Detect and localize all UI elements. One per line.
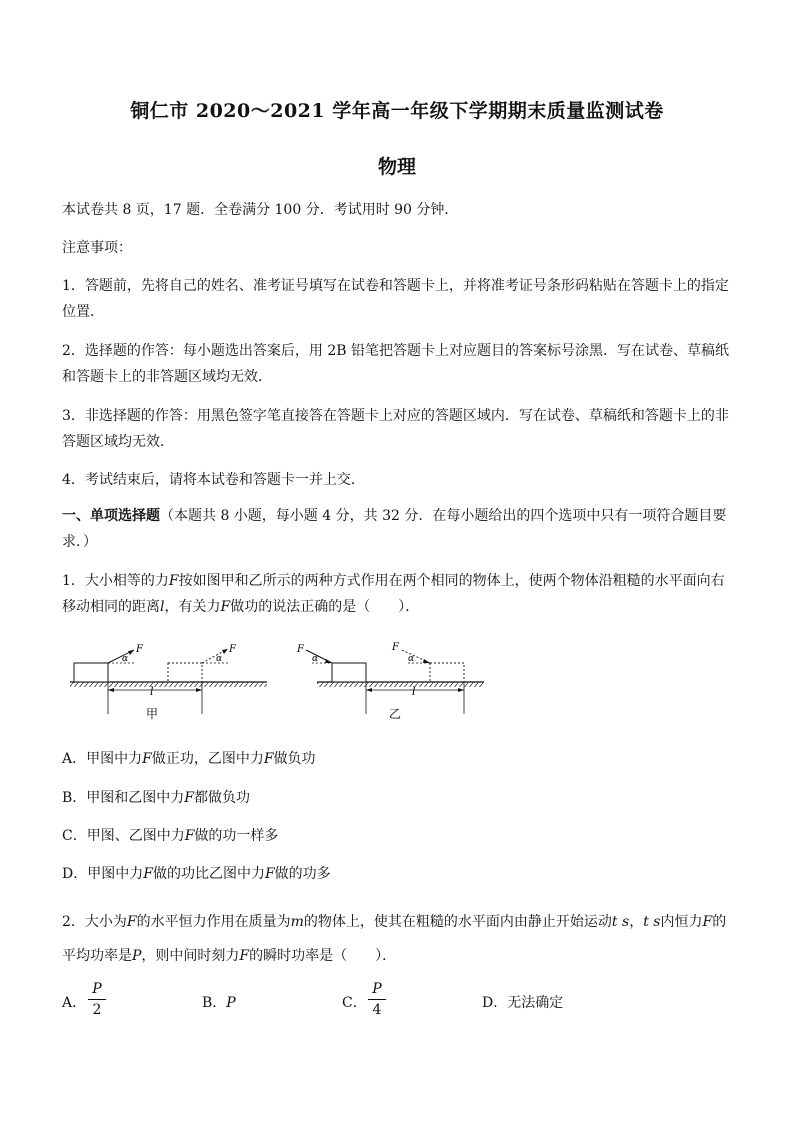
exam-title: 铜仁市 2020～2021 学年高一年级下学期期末质量监测试卷 [130, 100, 664, 122]
figure-jia [70, 644, 267, 721]
section-heading [62, 503, 732, 555]
q1-option-b [62, 786, 250, 810]
question-2-stem [62, 905, 732, 973]
q2-var-t: t [611, 914, 618, 930]
label-F-yi-1: F [297, 644, 304, 655]
label-l-yi: l [412, 685, 416, 698]
label-l-jia: l [150, 685, 154, 698]
q2-a-fraction [88, 980, 106, 1019]
label-jia: 甲 [146, 707, 159, 721]
q1-d-text-2: 做的功比乙图中力 [152, 866, 265, 882]
q1-a-text-2: 做正功，乙图中力 [151, 751, 264, 767]
q2-var-m: m [290, 914, 304, 930]
notice-heading: 注意事项： [62, 240, 132, 256]
q2-var-F: F [126, 914, 137, 930]
q1-a-var-1: F [142, 751, 152, 767]
q1-a-text-3: 做负功 [273, 751, 316, 767]
q1-var-l: l [160, 599, 165, 615]
q2-var-t-2: t [643, 914, 649, 930]
label-alpha-jia-1: α [122, 654, 129, 664]
q1-option-c [62, 824, 278, 848]
q1-option-a [62, 747, 316, 771]
section-title: 一、单项选择题 [62, 508, 160, 524]
notice-item-1: 1．答题前，先将自己的姓名、准考证号填写在试卷和答题卡上，并将准考证号条形码粘贴在答题卡上的指定位置． [62, 278, 729, 320]
q2-text-3: 的物体上，使其在粗糙的水平面内由静止开始运动 [303, 914, 612, 930]
label-F-jia-2: F [229, 644, 236, 655]
question-1-figure [62, 630, 502, 730]
notice-item-2: 2．选择题的作答：每小题选出答案后，用 2B 铅笔把答题卡上对应题目的答案标号涂黑．写在试卷、草稿纸和答题卡上的非答题区域均无效． [62, 343, 730, 385]
section-description: （本题共 8 小题，每小题 4 分，共 32 分．在每小题给出的四个选项中只有一项符合题目要求．） [62, 508, 727, 550]
notice-item-3: 3．非选择题的作答：用黑色签字笔直接答在答题卡上对应的答题区域内．写在试卷、草稿纸和答题卡上的非答题区域均无效． [62, 408, 729, 450]
q2-var-F-2: F [702, 914, 713, 930]
q1-c-text-1: C．甲图、乙图中力 [62, 828, 185, 844]
q1-a-text-1: A．甲图中力 [62, 751, 143, 767]
q1-b-text-2: 都做负功 [194, 790, 251, 806]
label-alpha-yi-1: α [312, 654, 319, 664]
q2-c-numerator: P [372, 981, 382, 997]
q2-unit-s: s [622, 914, 630, 930]
q1-d-text-1: D．甲图中力 [62, 866, 144, 882]
q1-text-d: 做功的说法正确的是（ ）． [230, 599, 420, 615]
q2-var-F-3: F [239, 948, 250, 964]
q1-b-text-1: B．甲图和乙图中力 [62, 790, 185, 806]
label-F-yi-2: F [392, 642, 399, 653]
q2-text-1: 2．大小为 [62, 914, 127, 930]
q2-b-line [202, 992, 236, 1012]
q2-c-fraction [368, 980, 386, 1019]
q1-var-f: F [168, 573, 179, 589]
q1-c-text-2: 做的功一样多 [194, 828, 279, 844]
q2-c-label: C． [342, 995, 367, 1011]
q1-c-var: F [184, 828, 195, 844]
q2-text-5: 内恒力 [660, 914, 703, 930]
q2-text-8: 的瞬时功率是（ ）． [249, 948, 397, 964]
q1-text-a: 1．大小相等的力 [62, 573, 169, 589]
label-yi: 乙 [389, 707, 402, 721]
label-alpha-yi-2: α [408, 654, 415, 664]
q1-a-var-2: F [263, 751, 274, 767]
label-F-jia-1: F [136, 644, 143, 655]
notice-item-4: 4．考试结束后，请将本试卷和答题卡一并上交． [62, 472, 365, 488]
q2-b-value: P [226, 995, 236, 1011]
q1-option-d [62, 862, 331, 886]
q1-text-c: ，有关力 [164, 599, 221, 615]
q1-d-var-2: F [264, 866, 275, 882]
q1-text-b: 按如图甲和乙所示的两种方式作用在两个相同的物体上，使两个物体沿粗糙的水平面向右移动相同的距离 [62, 573, 725, 615]
q2-unit-s-2: s [653, 914, 661, 930]
q2-c-denominator: 4 [372, 1002, 382, 1018]
q1-b-var: F [184, 790, 195, 806]
q2-d-label: D．无法确定 [482, 995, 564, 1011]
q2-a-denominator: 2 [92, 1002, 102, 1018]
q2-text-2: 的水平恒力作用在质量为 [136, 914, 291, 930]
subject-title: 物理 [377, 156, 416, 178]
question-1-stem [62, 568, 732, 620]
q2-text-4: ， [629, 914, 644, 930]
q2-a-numerator: P [92, 981, 102, 997]
q2-a-label: A． [62, 995, 87, 1011]
q1-d-var-1: F [143, 866, 153, 882]
figure-yi [296, 642, 484, 721]
q2-text-7: ，则中间时刻力 [141, 948, 240, 964]
q2-b-label: B． [202, 995, 227, 1011]
exam-info: 本试卷共 8 页，17 题．全卷满分 100 分．考试用时 90 分钟． [62, 202, 459, 218]
q2-var-P: P [132, 948, 142, 964]
label-alpha-jia-2: α [216, 654, 223, 664]
q2-text-6: 的平均功率是 [62, 914, 727, 964]
q1-d-text-3: 做的功多 [274, 866, 331, 882]
q1-var-f-2: F [220, 599, 231, 615]
